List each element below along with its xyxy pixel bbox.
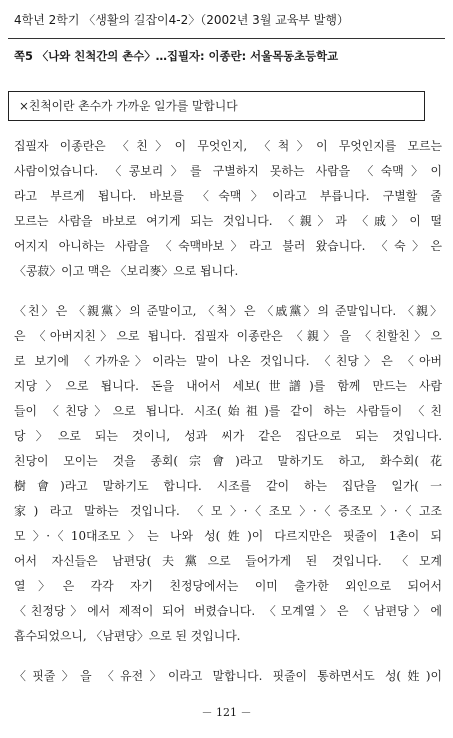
text-line: 들이 〈친당〉으로 됩니다. 시조(始祖)를 같이 하는 사람들이 〈친 (14, 404, 442, 418)
text-line: 어지지 아니하는 사람을 〈숙맥바보〉라고 불러 왔습니다. 〈숙〉은 (14, 239, 442, 253)
text-line: 당〉으로 되는 것이니, 성과 씨가 같은 집단으로 되는 것입니다. (14, 429, 442, 443)
text-line: 家) 라고 말하는 것입니다. 〈모〉·〈조모〉·〈증조모〉·〈고조 (14, 504, 442, 518)
text-line: 〈핏줄〉을 〈유전〉이라고 말합니다. 핏줄이 통하면서도 성(姓)이 (14, 669, 442, 683)
text-line: 〈친정당〉에서 제적이 되어 버렸습니다. 〈모계열〉은 〈남편당〉에 (14, 604, 442, 618)
text-line: 樹會)라고 말하기도 합니다. 시조를 같이 하는 집단을 일가(一 (14, 479, 442, 493)
text-line: 로 보기에 〈가까운〉이라는 말이 나온 것입니다. 〈친당〉은 〈아버 (14, 354, 442, 368)
text-line: 모〉·〈10대조모〉는 나와 성(姓)이 다르지만은 핏줄이 1촌이 되 (14, 529, 442, 543)
quoted-note-box: ×친척이란 촌수가 가까운 일가를 말합니다 (8, 91, 425, 121)
body-text (14, 134, 442, 704)
text-line: 열〉은 각각 자기 친정당에서는 이미 출가한 외인으로 되어서 (14, 579, 442, 593)
text-line: 어서 자신들은 남편당(夫黨으로 들어가게 된 것입니다. 〈모계 (14, 554, 442, 568)
text-line: 모르는 사람을 바보로 여기게 되는 것입니다. 〈親〉과 〈戚〉이 떨 (14, 214, 442, 228)
text-line: 〈친〉은 〈親黨〉의 준말이고, 〈척〉은 〈戚黨〉의 준말입니다. 〈親〉 (14, 304, 442, 318)
book-title-header: 4학년 2학기 〈생활의 길잡이4-2〉（2002년 3월 교육부 발행） (14, 13, 349, 27)
page-number: － 121 － (201, 706, 252, 719)
text-line: 친당이 모이는 것을 종회(宗會)라고 말하기도 하고, 화수회(花 (14, 454, 442, 468)
text-line: 라고 부르게 됩니다. 바보를 〈숙맥〉이라고 부릅니다. 구별할 줄 (14, 189, 442, 203)
section-title: 쪽5 〈나와 친척간의 촌수〉…집필자: 이종란: 서울목동초등학교 (14, 49, 339, 63)
text-line: 〈콩菽〉이고 맥은 〈보리麥〉으로 됩니다. (14, 264, 239, 278)
text-line: 은 〈아버지친〉으로 됩니다. 집필자 이종란은 〈親〉을 〈친할친〉으 (14, 329, 442, 343)
text-line: 사람이었습니다. 〈콩보리〉를 구별하지 못하는 사람을 〈숙맥〉이 (14, 164, 442, 178)
text-line: 집필자 이종란은 〈친〉이 무엇인지, 〈척〉이 무엇인지를 모르는 (14, 139, 442, 153)
text-line: 지당〉으로 됩니다. 돈을 내어서 세보(世譜)를 함께 만드는 사람 (14, 379, 442, 393)
header-divider (8, 38, 445, 39)
paragraph-2 (14, 299, 442, 649)
paragraph-1 (14, 134, 442, 284)
paragraph-3 (14, 664, 442, 689)
text-line: 흡수되었으니, 〈남편당〉으로 된 것입니다. (14, 629, 241, 643)
